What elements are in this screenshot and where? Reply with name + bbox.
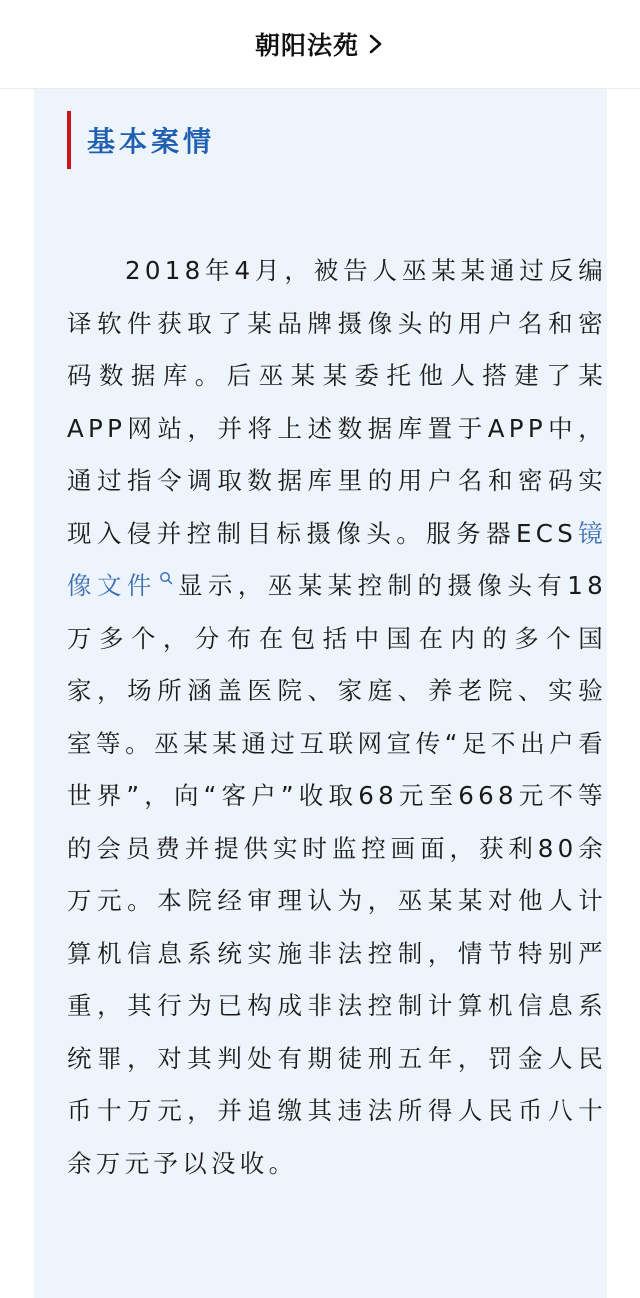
search-icon[interactable] xyxy=(159,571,173,585)
section-heading xyxy=(67,111,215,169)
paragraph-text-part-2: 显示，巫某某控制的摄像头有18万多个，分布在包括中国在内的多个国家，场所涵盖医院、家庭、养老院、实验室等。巫某某通过互联网宣传“足不出户看世界”，向“客户”收取68元至668元不等的会员费并提供实时监控画面，获利80余万元。本院经审理认为，巫某某对他人计算机信息系统实施非法控制，情节特别严重，其行为已构成非法控制计算机信息系统罪，对其判处有期徒刑五年，罚金人民币十万元，并追缴其违法所得人民币八十余万元予以没收。 xyxy=(67,571,607,1178)
section-title: 基本案情 xyxy=(87,125,216,158)
paragraph-text-part-1: 2018年4月，被告人巫某某通过反编译软件获取了某品牌摄像头的用户名和密码数据库。后巫某某委托他人搭建了某APP网站，并将上述数据库置于APP中，通过指令调取数据库里的用户名和密码实现入侵并控制目标摄像头。服务器ECS xyxy=(67,256,607,548)
account-name: 朝阳法苑 xyxy=(254,31,359,60)
case-paragraph xyxy=(67,245,607,1190)
heading-accent-bar xyxy=(67,111,71,169)
top-navigation-bar xyxy=(0,0,640,89)
search-link-mirror-file[interactable]: 镜像文件 xyxy=(67,518,607,600)
chevron-right-icon xyxy=(367,33,385,55)
account-name-link[interactable] xyxy=(255,26,385,62)
article-card xyxy=(34,89,607,1298)
